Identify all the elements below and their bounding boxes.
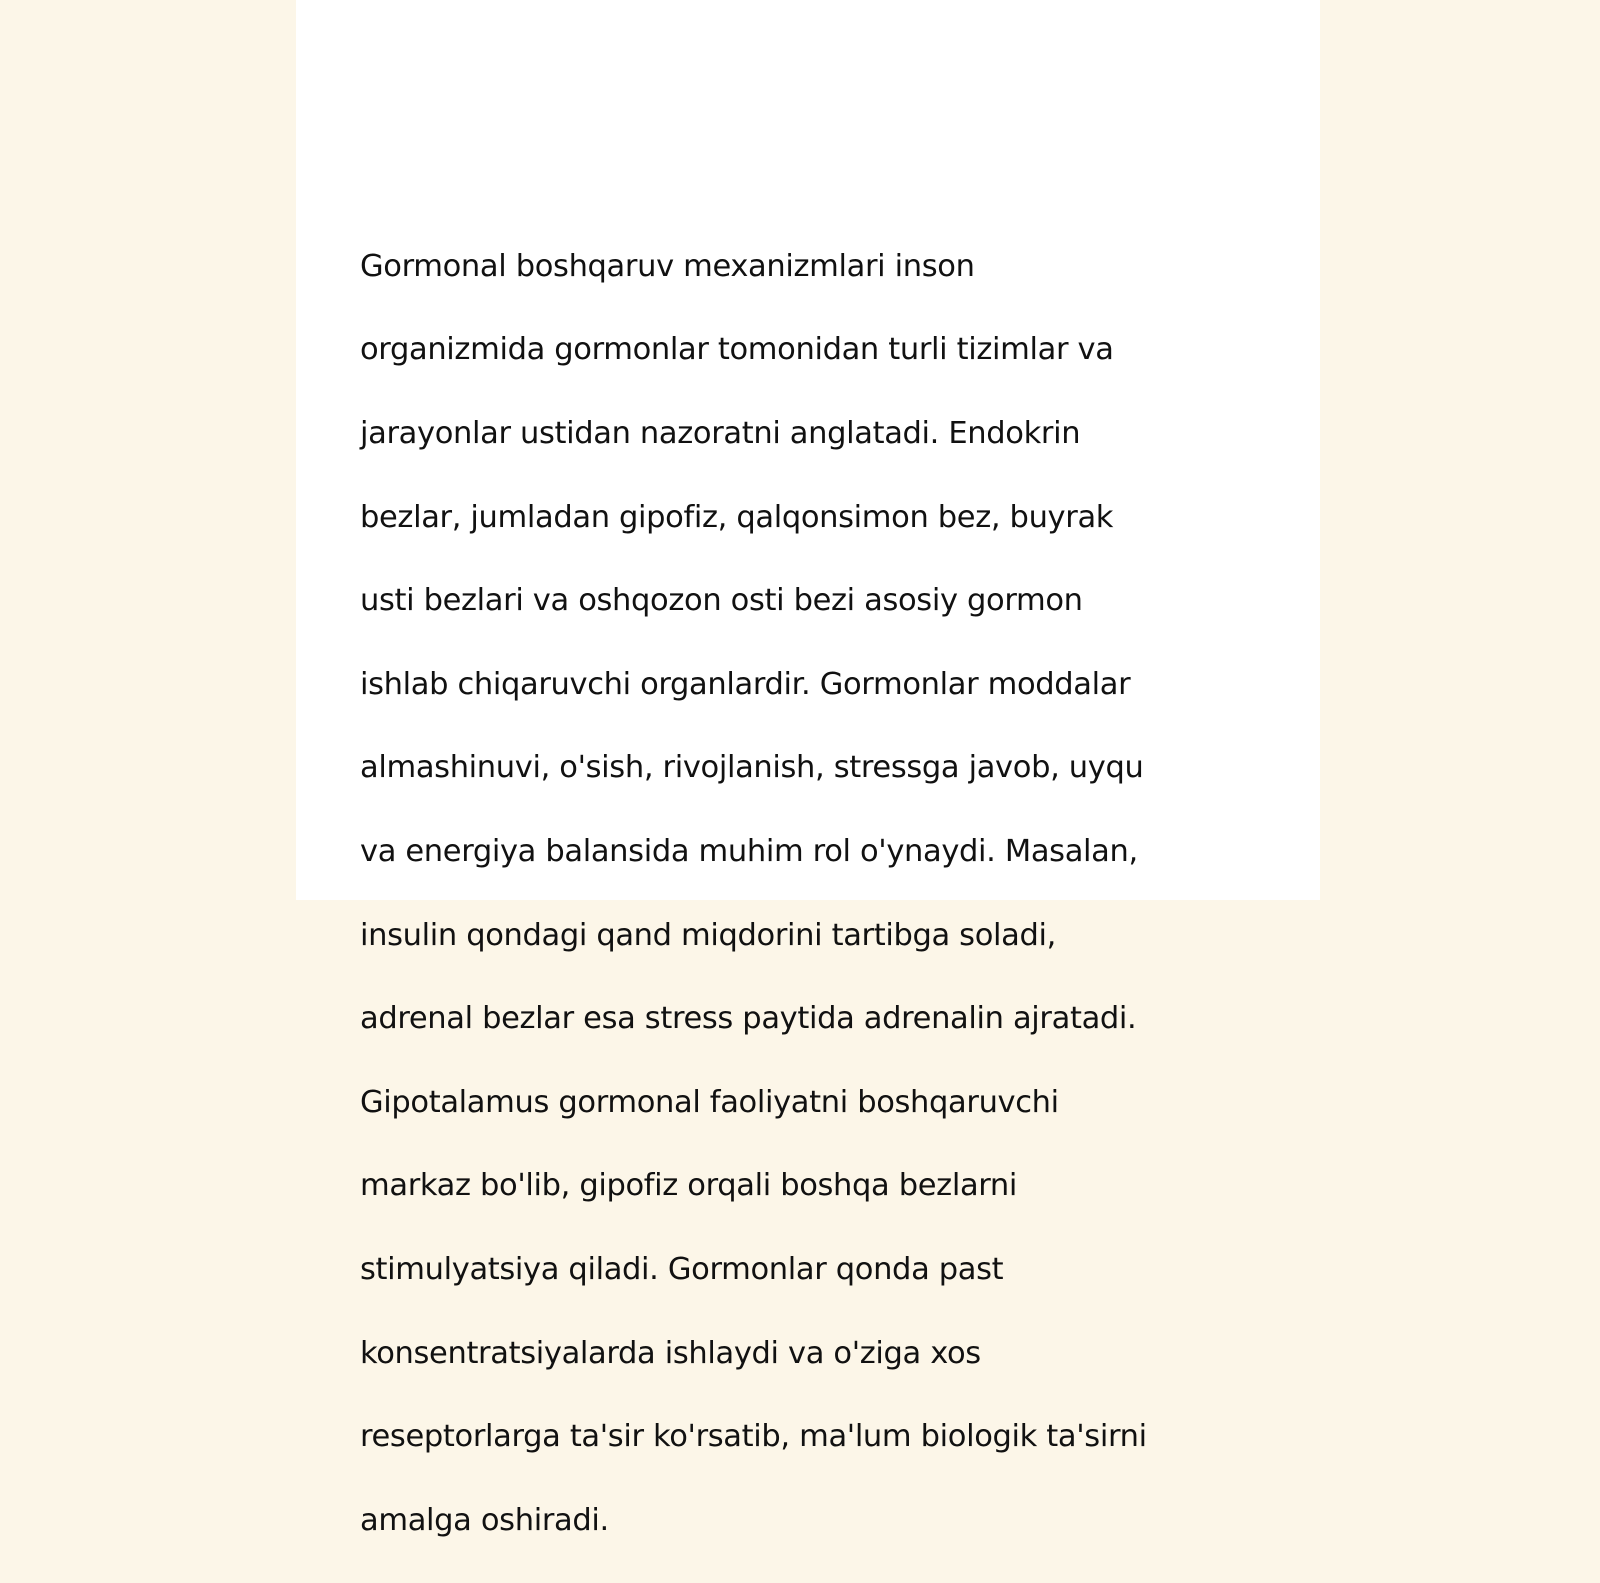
paragraph-line-11: Gipotalamus gormonal faoliyatni boshqaruvchi <box>360 1084 1059 1120</box>
paragraph-line-2: organizmida gormonlar tomonidan turli tizimlar va <box>360 332 1114 368</box>
paragraph-line-14: konsentratsiyalarda ishlaydi va o'ziga xos <box>360 1335 981 1371</box>
paragraph-line-1: Gormonal boshqaruv mexanizmlari inson <box>360 248 975 284</box>
paragraph-line-3: jarayonlar ustidan nazoratni anglatadi. Endokrin <box>360 415 1081 451</box>
paragraph-line-16: amalga oshiradi. <box>360 1502 609 1538</box>
paragraph-line-13: stimulyatsiya qiladi. Gormonlar qonda past <box>360 1251 1004 1287</box>
paragraph-line-4: bezlar, jumladan gipofiz, qalqonsimon bez, buyrak <box>360 499 1114 535</box>
paragraph-line-7: almashinuvi, o'sish, rivojlanish, stressga javob, uyqu <box>360 750 1144 786</box>
paragraph-line-15: reseptorlarga ta'sir ko'rsatib, ma'lum biologik ta'sirni <box>360 1419 1147 1455</box>
paragraph-line-9: insulin qondagi qand miqdorini tartibga soladi, <box>360 917 1056 953</box>
paragraph-line-8: va energiya balansida muhim rol o'ynaydi. Masalan, <box>360 833 1138 869</box>
paragraph-line-6: ishlab chiqaruvchi organlardir. Gormonlar moddalar <box>360 666 1131 702</box>
paragraph-line-5: usti bezlari va oshqozon osti bezi asosiy gormon <box>360 583 1083 619</box>
paragraph-line-12: markaz bo'lib, gipofiz orqali boshqa bezlarni <box>360 1168 1018 1204</box>
document-page <box>296 0 1320 1538</box>
paragraph-line-10: adrenal bezlar esa stress paytida adrenalin ajratadi. <box>360 1001 1137 1037</box>
document-paragraph <box>360 204 1232 1583</box>
